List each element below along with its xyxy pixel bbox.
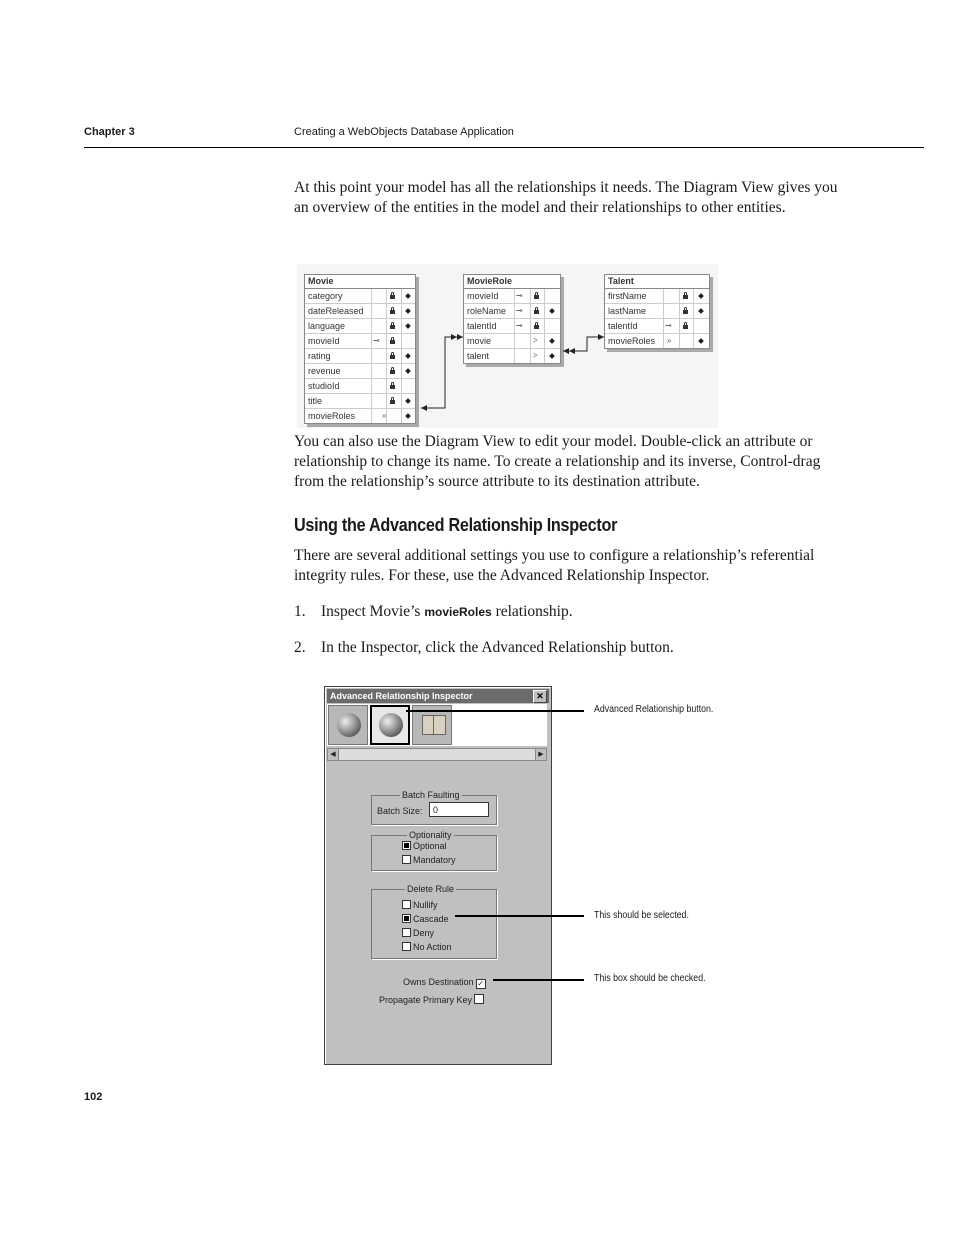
attribute-row[interactable]: title — [305, 394, 415, 409]
step-number: 1. — [294, 603, 306, 620]
relationship-row[interactable]: movie > — [464, 334, 560, 349]
attribute-row[interactable]: studioId — [305, 379, 415, 394]
radio-optional[interactable]: Optional — [402, 841, 447, 851]
to-many-icon: » — [667, 336, 672, 345]
attribute-row[interactable]: talentId ⊸ — [464, 319, 560, 334]
radio-indicator — [402, 841, 411, 850]
running-title: Creating a WebObjects Database Application — [294, 126, 514, 138]
key-icon: ⊸ — [665, 321, 672, 330]
to-many-icon: » — [382, 411, 387, 420]
owns-destination-option[interactable]: Owns Destination ✓ — [403, 977, 484, 988]
page-number: 102 — [84, 1091, 103, 1103]
intro-paragraph: At this point your model has all the relationships it needs. The Diagram View gives you an overview of the entities in the model and their relationships to other entities. — [294, 179, 838, 216]
attribute-row[interactable]: roleName ⊸ — [464, 304, 560, 319]
group-label: Batch Faulting — [402, 790, 460, 800]
step-number: 2. — [294, 639, 306, 656]
callout-line-checked — [493, 979, 584, 981]
attribute-row[interactable]: lastName — [605, 304, 709, 319]
entity-title: MovieRole — [464, 275, 560, 289]
radio-mandatory[interactable]: Mandatory — [402, 855, 456, 865]
relationship-lines — [297, 264, 718, 428]
delete-rule-group — [371, 884, 497, 959]
advanced-relationship-button[interactable] — [370, 705, 410, 745]
step-1: 1. Inspect Movie’s movieRoles relationship. — [294, 603, 573, 620]
radio-indicator — [402, 928, 411, 937]
globe-icon — [337, 713, 361, 737]
section-paragraph: There are several additional settings you use to configure a relationship’s referential integrity rules. For these, use the Advanced Relationship Inspector. — [294, 547, 815, 584]
callout-selected: This should be selected. — [594, 910, 689, 921]
attribute-row[interactable]: language — [305, 319, 415, 334]
to-one-icon: > — [533, 351, 538, 360]
entity-title: Movie — [305, 275, 415, 289]
attribute-row[interactable]: category — [305, 289, 415, 304]
code-movieroles: movieRoles — [424, 605, 492, 619]
inspector-title: Advanced Relationship Inspector — [330, 691, 473, 701]
propagate-primary-key-option[interactable]: Propagate Primary Key — [379, 994, 484, 1005]
radio-indicator — [402, 942, 411, 951]
callout-button: Advanced Relationship button. — [594, 704, 714, 715]
attribute-row[interactable]: firstName — [605, 289, 709, 304]
radio-indicator — [402, 914, 411, 923]
edit-paragraph: You can also use the Diagram View to edit your model. Double-click an attribute or relationship to change its name. To create a relationship and its inverse, Control-drag from the relationship’s source attribute to its destination attribute. — [294, 433, 821, 490]
relationship-inspector-button[interactable] — [328, 705, 368, 745]
owns-destination-checkbox[interactable]: ✓ — [477, 979, 484, 988]
attribute-row[interactable]: dateReleased — [305, 304, 415, 319]
book-icon — [422, 715, 446, 735]
key-icon: ⊸ — [516, 291, 523, 300]
entity-title: Talent — [605, 275, 709, 289]
key-icon: ⊸ — [373, 336, 380, 345]
scroll-right-arrow[interactable]: ▶ — [535, 749, 546, 760]
diagram-view — [297, 264, 718, 428]
attribute-row[interactable]: rating — [305, 349, 415, 364]
attribute-row[interactable]: movieId ⊸ — [464, 289, 560, 304]
key-icon: ⊸ — [516, 321, 523, 330]
callout-line-button — [406, 710, 584, 712]
globe-icon — [379, 713, 403, 737]
radio-indicator — [402, 855, 411, 864]
relationship-row[interactable]: movieRoles » — [305, 409, 415, 423]
to-one-icon: > — [533, 336, 538, 345]
relationship-row[interactable]: talent > — [464, 349, 560, 363]
batch-faulting-group — [371, 790, 497, 825]
group-label: Delete Rule — [407, 884, 455, 894]
advanced-relationship-inspector — [324, 686, 552, 1065]
group-label: Optionality — [409, 830, 452, 840]
batch-size-label: Batch Size: — [377, 806, 423, 816]
batch-size-field[interactable]: 0 — [429, 802, 489, 817]
radio-nullify[interactable]: Nullify — [402, 900, 438, 910]
relationship-row[interactable]: movieRoles » — [605, 334, 709, 348]
scroll-left-arrow[interactable]: ◀ — [328, 749, 339, 760]
callout-checked: This box should be checked. — [594, 973, 706, 984]
close-button[interactable]: ✕ — [533, 690, 547, 703]
radio-indicator — [402, 900, 411, 909]
propagate-primary-key-checkbox[interactable] — [474, 994, 484, 1004]
radio-cascade[interactable]: Cascade — [402, 914, 449, 924]
step-2: 2. In the Inspector, click the Advanced Relationship button. — [294, 639, 674, 656]
optionality-group — [371, 830, 497, 871]
attribute-row[interactable]: movieId ⊸ — [305, 334, 415, 349]
callout-line-selected — [455, 915, 584, 917]
key-icon: ⊸ — [516, 306, 523, 315]
inspector-titlebar[interactable] — [327, 689, 549, 703]
attribute-row[interactable]: talentId ⊸ — [605, 319, 709, 334]
radio-no-action[interactable]: No Action — [402, 942, 452, 952]
chapter-label: Chapter 3 — [84, 126, 135, 138]
toolbar-scrollbar[interactable] — [327, 748, 547, 761]
section-heading: Using the Advanced Relationship Inspector — [294, 515, 618, 535]
attribute-row[interactable]: revenue — [305, 364, 415, 379]
radio-deny[interactable]: Deny — [402, 928, 434, 938]
header-rule — [84, 147, 924, 148]
